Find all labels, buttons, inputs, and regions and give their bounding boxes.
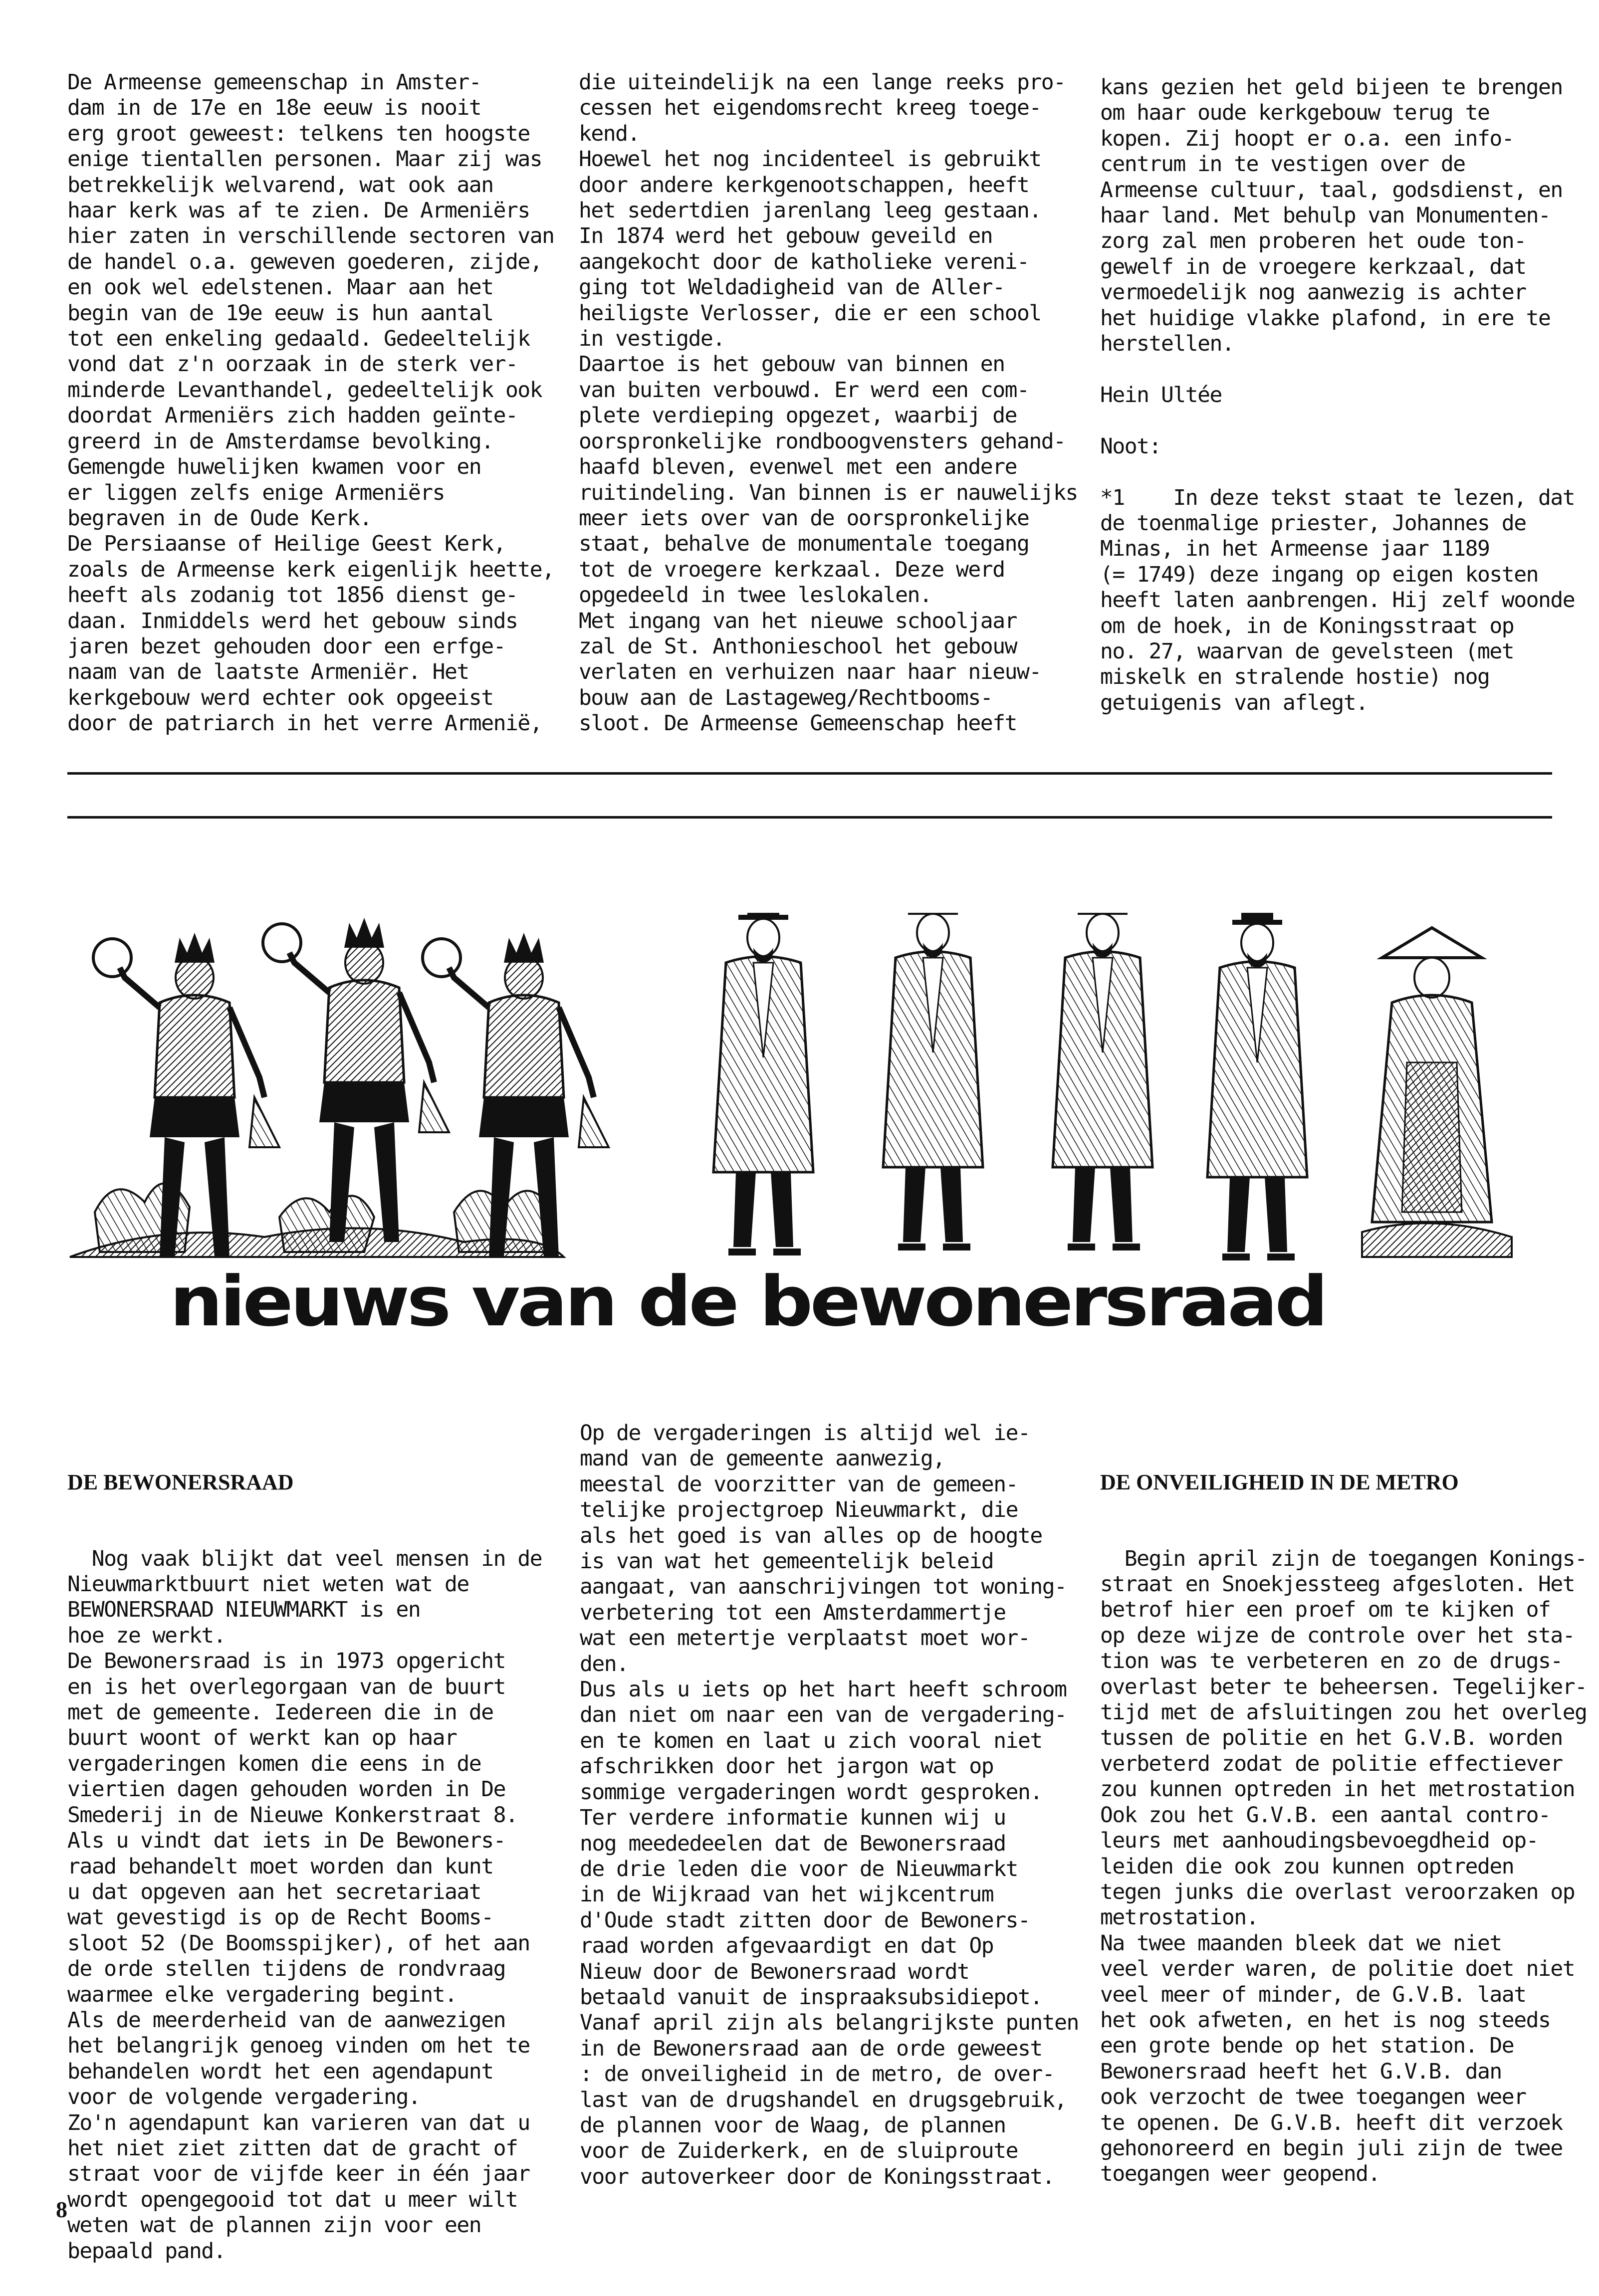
- engraving-illustration: [65, 913, 1555, 1262]
- top-article-column-1: De Armeense gemeenschap in Amster- dam in de 17e en 18e eeuw is nooit erg groot geweest: telkens ten hoogste enige tientallen personen. Maar zij was betrekkelijk welvarend, wat ook aan haar kerk was af te zien. De Armeniërs hier zaten in verschillende sectoren van de handel o.a. geweven goederen, zijde, en ook wel edelstenen. Maar aan het begin van de 19e eeuw is hun aantal tot een enkeling gedaald. Gedeeltelijk vond dat z'n oorzaak in de sterk ver- minderde Levanthandel, gedeeltelijk ook doordat Armeniërs zich hadden geïnte- greerd in de Amsterdamse bevolking. Gemengde huwelijken kwamen voor en er liggen zelfs enige Armeniërs begraven in de Oude Kerk. De Persiaanse of Heilige Geest Kerk, zoals de Armeense kerk eigenlijk heette, heeft als zodanig tot 1856 dienst ge- daan. Inmiddels werd het gebouw sinds jaren bezet gehouden door een erfge- naam van de laatste Armeniër. Het kerkgebouw werd echter ook opgeeist door de patriarch in het verre Armenië,: [67, 70, 554, 736]
- bottom-article-column-1: [67, 1418, 542, 2264]
- divider-rule-top: [67, 772, 1552, 775]
- bottom-article-column-2: Op de vergaderingen is altijd wel ie- mand van de gemeente aanwezig, meestal de voorzitter van de gemeen- telijke projectgroep Nieuwmarkt, die als het goed is van alles op de hoogte is van wat het gemeentelijk beleid aangaat, van aanschrijvingen tot woning- verbetering tot een Amsterdammertje wat een metertje verplaatst moet wor- den. Dus als u iets op het hart heeft schroom dan niet om naar een van de vergadering- en te komen en laat u zich vooral niet afschrikken door het jargon wat op sommige vergaderingen wordt gesproken. Ter verdere informatie kunnen wij u nog meededeelen dat de Bewonersraad de drie leden die voor de Nieuwmarkt in de Wijkraad van het wijkcentrum d'Oude stadt zitten door de Bewoners- raad worden afgevaardigt en dat Op Nieuw door de Bewonersraad wordt betaald vanuit de inspraaksubsidiepot. Vanaf april zijn als belangrijkste punten in de Bewonersraad aan de orde geweest : de onveiligheid in de metro, de over- last van de drugshandel en drugsgebruik, de plannen voor de Waag, de plannen voor de Zuiderkerk, en de sluiproute voor autoverkeer door de Koningsstraat.: [580, 1421, 1079, 2189]
- bewonersraad-body: Nog vaak blijkt dat veel mensen in de Nieuwmarktbuurt niet weten wat de BEWONERSRAAD NIEUWMARKT is en hoe ze werkt. De Bewonersraad is in 1973 opgericht en is het overlegorgaan van de buurt met de gemeente. Iedereen die in de buurt woont of werkt kan op haar vergaderingen komen die eens in de viertien dagen gehouden worden in De Smederij in de Nieuwe Konkerstraat 8. Als u vindt dat iets in De Bewoners- raad behandelt moet worden dan kunt u dat opgeven aan het secretariaat wat gevestigd is op de Recht Booms- sloot 52 (De Boomsspijker), of het aan de orde stellen tijdens de rondvraag waarmee elke vergadering begint. Als de meerderheid van de aanwezigen het belangrijk genoeg vinden om het te behandelen wordt het een agendapunt voor de volgende vergadering. Zo'n agendapunt kan varieren van dat u het niet ziet zitten dat de gracht of straat voor de vijfde keer in één jaar wordt opengegooid tot dat u meer wilt weten wat de plannen zijn voor een bepaald pand.: [67, 1546, 542, 2264]
- page-number: 8: [56, 2197, 67, 2222]
- bewonersraad-heading: DE BEWONERSRAAD: [67, 1469, 294, 1494]
- metro-body: Begin april zijn de toegangen Konings- straat en Snoekjessteeg afgesloten. Het betrof hier een proef om te kijken of op deze wijze de controle over het sta- tion was te verbeteren en zo de drugs- overlast beter te beheersen. Tegelijker- tijd met de afsluitingen zou het overleg tussen de politie en het G.V.B. worden verbeterd zodat de politie effectiever zou kunnen optreden in het metrostation Ook zou het G.V.B. een aantal contro- leurs met aanhoudingsbevoegdheid op- leiden die ook zou kunnen optreden tegen junks die overlast veroorzaken op metrostation. Na twee maanden bleek dat we niet veel verder waren, de politie doet niet veel meer of minder, de G.V.B. laat het ook afweten, en het is nog steeds een grote bende op het station. De Bewonersraad heeft het G.V.B. dan ook verzocht de twee toegangen weer te openen. De G.V.B. heeft dit verzoek gehonoreerd en begin juli zijn de twee toegangen weer geopend.: [1100, 1546, 1587, 2187]
- top-article-column-3: kans gezien het geld bijeen te brengen om haar oude kerkgebouw terug te kopen. Zij hoopt er o.a. een info- centrum in te vestigen over de Armeense cultuur, taal, godsdienst, en haar land. Met behulp van Monumenten- zorg zal men proberen het oude ton- gewelf in de vroegere kerkzaal, dat vermoedelijk nog aanwezig is achter het huidige vlakke plafond, in ere te herstellen. Hein Ultée Noot: *1 In deze tekst staat te lezen, dat de toenmalige priester, Johannes de Minas, in het Armeense jaar 1189 (= 1749) deze ingang op eigen kosten heeft laten aanbrengen. Hij zelf woonde om de hoek, in de Koningsstraat op no. 27, waarvan de gevelsteen (met miskelk en stralende hostie) nog getuigenis van aflegt.: [1100, 75, 1575, 715]
- metro-heading: DE ONVEILIGHEID IN DE METRO: [1100, 1469, 1459, 1494]
- divider-rule-bottom: [67, 816, 1552, 819]
- top-article-column-2: die uiteindelijk na een lange reeks pro- cessen het eigendomsrecht kreeg toege- kend. Hoewel het nog incidenteel is gebruikt door andere kerkgenootschappen, heeft het sedertdien jarenlang leeg gestaan. In 1874 werd het gebouw geveild en aangekocht door de katholieke vereni- ging tot Weldadigheid van de Aller- heiligste Verlosser, die er een school in vestigde. Daartoe is het gebouw van binnen en van buiten verbouwd. Er werd een com- plete verdieping opgezet, waarbij de oorspronkelijke rondboogvensters gehand- haafd bleven, evenwel met een andere ruitindeling. Van binnen is er nauwelijks meer iets over van de oorspronkelijke staat, behalve de monumentale toegang tot de vroegere kerkzaal. Deze werd opgedeeld in twee leslokalen. Met ingang van het nieuwe schooljaar zal de St. Anthonieschool het gebouw verlaten en verhuizen naar haar nieuw- bouw aan de Lastageweg/Rechtbooms- sloot. De Armeense Gemeenschap heeft: [579, 70, 1078, 736]
- section-title: nieuws van de bewonersraad: [170, 1262, 1326, 1342]
- bottom-article-column-3: [1100, 1418, 1587, 2187]
